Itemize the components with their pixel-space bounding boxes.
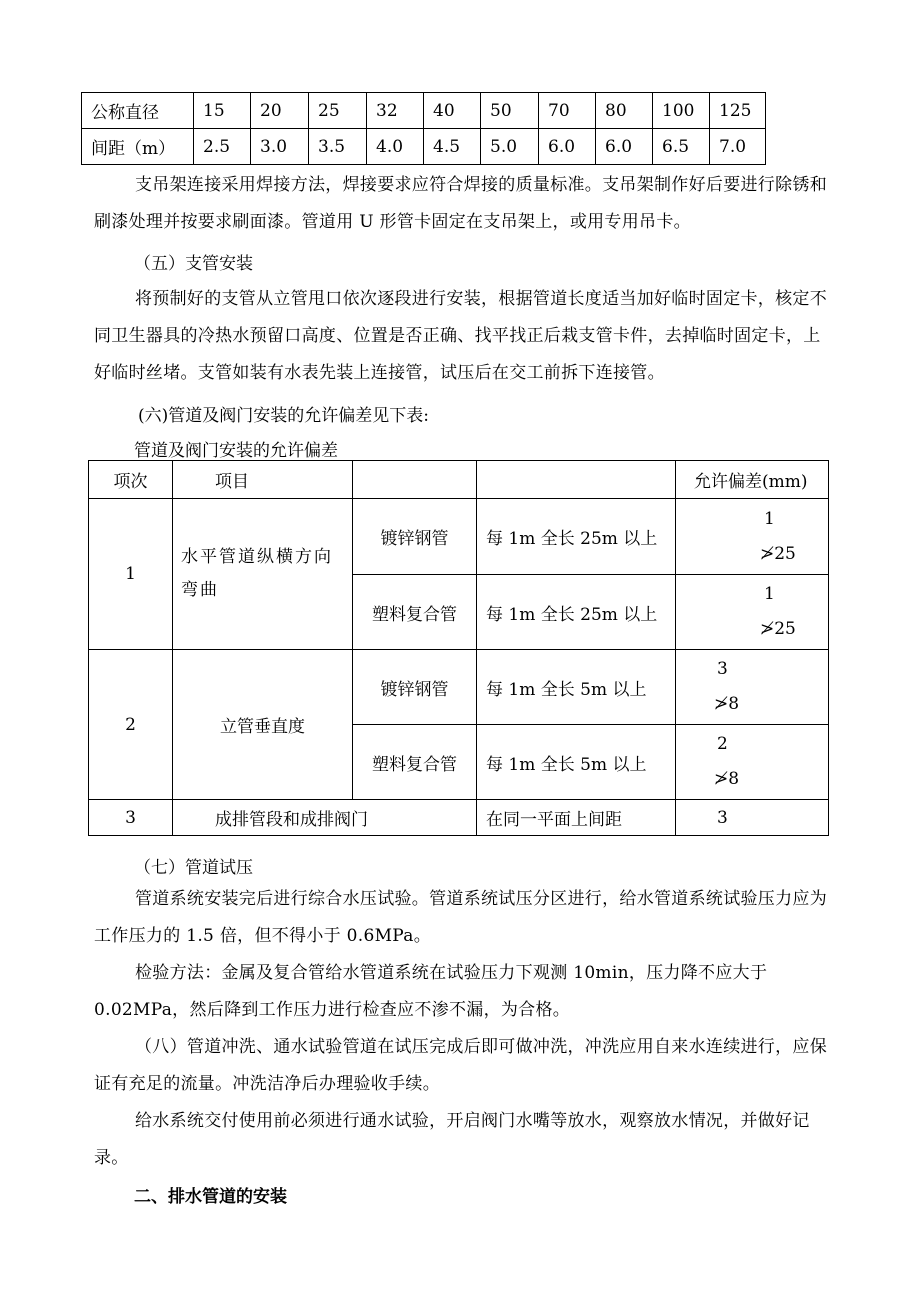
pipe-spacing-table <box>81 92 766 165</box>
row-tolerance: 2 ≯8 <box>676 725 829 800</box>
spacing-cell: 5.0 <box>481 129 539 165</box>
row-no: 3 <box>89 800 173 836</box>
row-tolerance: 3 <box>676 800 829 836</box>
table-caption: 管道及阀门安装的允许偏差 <box>134 441 338 461</box>
row-material: 镀锌钢管 <box>353 499 477 575</box>
header-tolerance: 允许偏差(mm) <box>676 461 829 499</box>
spacing-cell: 7.0 <box>710 129 766 165</box>
section-heading-drainage: 二、排水管道的安装 <box>134 1187 287 1207</box>
row-condition: 在同一平面上间距 <box>477 800 676 836</box>
spacing-cell: 6.0 <box>539 129 596 165</box>
diameter-cell: 25 <box>309 93 367 129</box>
section-7-title: （七）管道试压 <box>134 858 253 878</box>
header-blank-1 <box>353 461 477 499</box>
section-5-title: （五）支管安装 <box>134 254 253 274</box>
diameter-row <box>82 93 766 129</box>
table-row <box>89 499 829 575</box>
header-item: 项目 <box>173 461 353 499</box>
spacing-label: 间距（m） <box>82 129 194 165</box>
row-item: 立管垂直度 <box>173 650 353 800</box>
header-blank-2 <box>477 461 676 499</box>
spacing-cell: 4.5 <box>424 129 481 165</box>
row-no: 2 <box>89 650 173 800</box>
spacing-cell: 4.0 <box>367 129 424 165</box>
diameter-label: 公称直径 <box>82 93 194 129</box>
spacing-cell: 3.5 <box>309 129 367 165</box>
spacing-cell: 3.0 <box>251 129 309 165</box>
row-no: 1 <box>89 499 173 650</box>
spacing-cell: 6.0 <box>596 129 653 165</box>
diameter-cell: 70 <box>539 93 596 129</box>
paragraph-support-welding: 支吊架连接采用焊接方法，焊接要求应符合焊接的质量标准。支吊架制作好后要进行除锈和刷漆处理并按要求刷面漆。管道用 U 形管卡固定在支吊架上，或用专用吊卡。 <box>94 175 827 232</box>
spacing-row <box>82 129 766 165</box>
row-condition: 每 1m 全长 25m 以上 <box>477 575 676 650</box>
row-condition: 每 1m 全长 5m 以上 <box>477 725 676 800</box>
diameter-cell: 125 <box>710 93 766 129</box>
diameter-cell: 100 <box>653 93 710 129</box>
row-condition: 每 1m 全长 5m 以上 <box>477 650 676 725</box>
paragraph-inspection-method: 检验方法：金属及复合管给水管道系统在试验压力下观测 10min，压力降不应大于 0.02MPa，然后降到工作压力进行检查应不渗不漏，为合格。 <box>94 963 768 1020</box>
diameter-cell: 50 <box>481 93 539 129</box>
section-6-title: (六)管道及阀门安装的允许偏差见下表: <box>138 406 429 426</box>
diameter-cell: 32 <box>367 93 424 129</box>
paragraph-flushing: （八）管道冲洗、通水试验管道在试压完成后即可做冲洗，冲洗应用自来水连续进行，应保证有充足的流量。冲洗洁净后办理验收手续。 <box>94 1037 827 1094</box>
row-material: 镀锌钢管 <box>353 650 477 725</box>
diameter-cell: 20 <box>251 93 309 129</box>
diameter-cell: 15 <box>194 93 251 129</box>
spacing-cell: 2.5 <box>194 129 251 165</box>
row-item: 成排管段和成排阀门 <box>173 800 477 836</box>
spacing-cell: 6.5 <box>653 129 710 165</box>
deviation-table <box>88 460 829 836</box>
deviation-header-row <box>89 461 829 499</box>
row-material: 塑料复合管 <box>353 575 477 650</box>
row-material: 塑料复合管 <box>353 725 477 800</box>
paragraph-pressure-test: 管道系统安装完后进行综合水压试验。管道系统试压分区进行，给水管道系统试验压力应为工作压力的 1.5 倍，但不得小于 0.6MPa。 <box>94 889 827 946</box>
paragraph-branch-install: 将预制好的支管从立管甩口依次逐段进行安装，根据管道长度适当加好临时固定卡，核定不同卫生器具的冷热水预留口高度、位置是否正确、找平找正后栽支管卡件，去掉临时固定卡，上好临时丝堵。支管如装有水表先装上连接管，试压后在交工前拆下连接管。 <box>94 289 827 383</box>
row-tolerance: 1 ≯25 <box>676 499 829 575</box>
diameter-cell: 80 <box>596 93 653 129</box>
row-item: 水平管道纵横方向弯曲 <box>173 499 353 650</box>
row-tolerance: 1 ≯25 <box>676 575 829 650</box>
row-condition: 每 1m 全长 25m 以上 <box>477 499 676 575</box>
row-tolerance: 3 ≯8 <box>676 650 829 725</box>
diameter-cell: 40 <box>424 93 481 129</box>
table-row <box>89 800 829 836</box>
header-no: 项次 <box>89 461 173 499</box>
table-row <box>89 650 829 725</box>
paragraph-water-trial: 给水系统交付使用前必须进行通水试验，开启阀门水嘴等放水，观察放水情况，并做好记录。 <box>94 1111 810 1168</box>
